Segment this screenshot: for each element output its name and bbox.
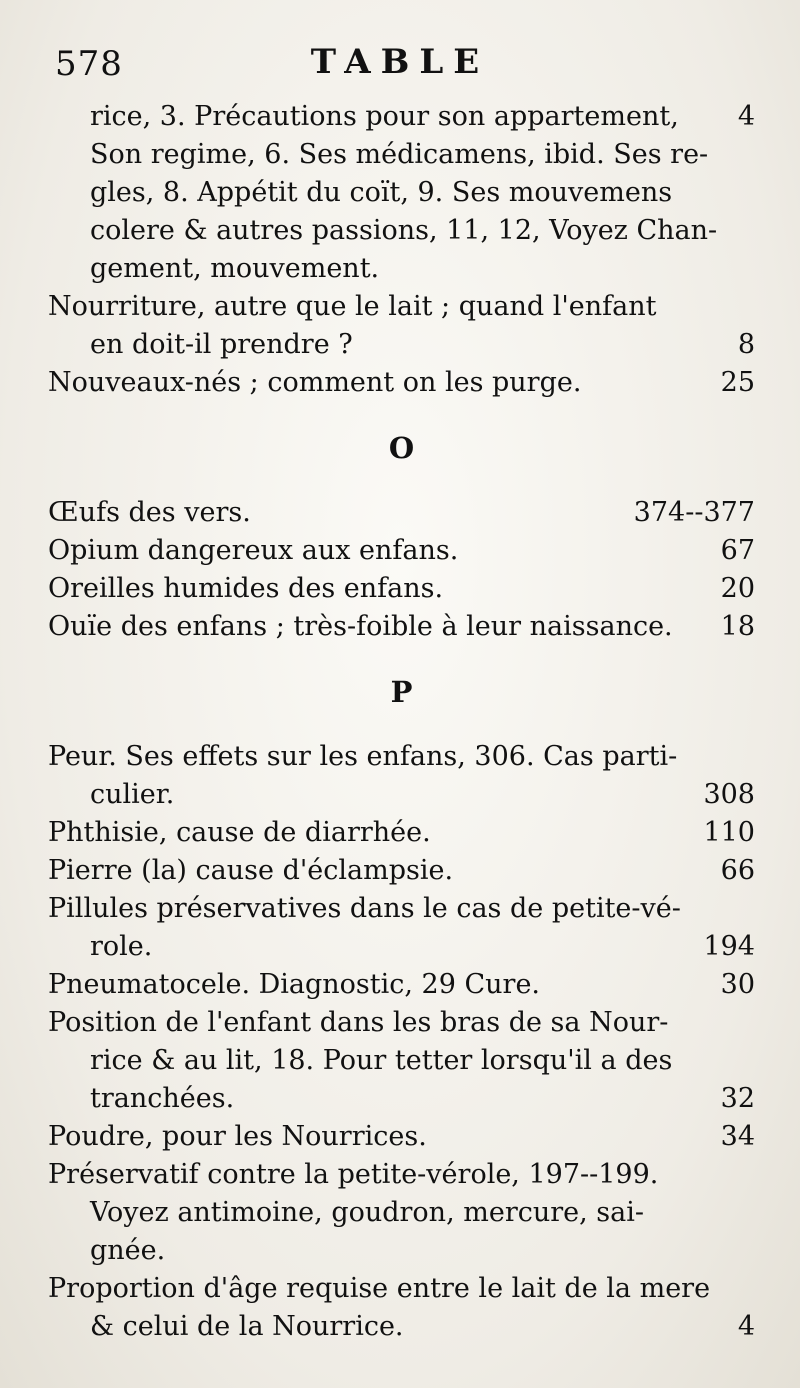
entry-line [48, 1270, 755, 1308]
entry-line [48, 326, 755, 364]
page-reference: 67 [720, 535, 755, 566]
entry-line [48, 1042, 755, 1080]
entry-line [48, 494, 755, 532]
index-entry [48, 570, 755, 608]
entry-line [48, 608, 755, 646]
page-reference: 34 [720, 1121, 755, 1152]
entry-text: Phthisie, cause de diarrhée. [48, 817, 431, 848]
entry-line [48, 966, 755, 1004]
entry-text: role. [90, 931, 153, 962]
entry-text: Œufs des vers. [48, 497, 251, 528]
entry-line [48, 814, 755, 852]
entry-line [48, 98, 755, 136]
entry-text: rice, 3. Précautions pour son appartement, [90, 101, 679, 132]
entry-text: Poudre, pour les Nourrices. [48, 1121, 427, 1152]
entry-text: Nouveaux-nés ; comment on les purge. [48, 367, 582, 398]
entry-text: Opium dangereux aux enfans. [48, 535, 459, 566]
page-reference: 30 [720, 969, 755, 1000]
index-entry [48, 1118, 755, 1156]
entry-text: Position de l'enfant dans les bras de sa Nour- [48, 1007, 669, 1038]
section-letter: O [388, 431, 415, 465]
entry-line [48, 250, 755, 288]
index-entry [48, 364, 755, 402]
page-header [50, 40, 750, 90]
entry-line [48, 1156, 755, 1194]
entry-line [48, 776, 755, 814]
section-letter: P [390, 675, 413, 709]
page-reference: 110 [703, 817, 755, 848]
entry-line [48, 364, 755, 402]
page-reference: 4 [737, 1311, 755, 1342]
entry-text: Son regime, 6. Ses médicamens, ibid. Ses re- [90, 139, 709, 170]
entry-text: en doit-il prendre ? [90, 329, 353, 360]
index-entry [48, 494, 755, 532]
index-entry [48, 966, 755, 1004]
entry-line [48, 928, 755, 966]
page-reference: 32 [720, 1083, 755, 1114]
page-reference: 4 [737, 101, 755, 132]
entry-line [48, 1194, 755, 1232]
page-reference: 66 [720, 855, 755, 886]
entry-line [48, 570, 755, 608]
entry-line [48, 532, 755, 570]
entry-text: Oreilles humides des enfans. [48, 573, 444, 604]
index-entry [48, 98, 755, 288]
entry-line [48, 738, 755, 776]
entry-text: Proportion d'âge requise entre le lait de la mere [48, 1273, 711, 1304]
entry-text: Pierre (la) cause d'éclampsie. [48, 855, 454, 886]
entry-text: gnée. [90, 1235, 166, 1266]
entry-line [48, 1004, 755, 1042]
entry-text: & celui de la Nourrice. [90, 1311, 404, 1342]
entry-text: Nourriture, autre que le lait ; quand l'enfant [48, 291, 657, 322]
entry-line [48, 136, 755, 174]
entry-text: gement, mouvement. [90, 253, 380, 284]
index-entry [48, 532, 755, 570]
entry-line [48, 212, 755, 250]
entry-line [48, 890, 755, 928]
entry-line [48, 1232, 755, 1270]
index-entry [48, 1156, 755, 1270]
entry-text: Ouïe des enfans ; très-foible à leur naissance. [48, 611, 673, 642]
page-reference: 374--377 [633, 497, 755, 528]
index-entry [48, 890, 755, 966]
index-entry [48, 288, 755, 364]
entry-line [48, 1308, 755, 1346]
entry-line [48, 1118, 755, 1156]
page-number: 578 [55, 44, 123, 84]
page-reference: 194 [703, 931, 755, 962]
index-entry [48, 1270, 755, 1346]
index-entry [48, 852, 755, 890]
entry-text: Préservatif contre la petite-vérole, 197--199. [48, 1159, 659, 1190]
page-reference: 25 [720, 367, 755, 398]
index-entry [48, 738, 755, 814]
index-entry [48, 814, 755, 852]
entry-line [48, 288, 755, 326]
page-reference: 8 [737, 329, 755, 360]
entry-text: gles, 8. Appétit du coït, 9. Ses mouvemens [90, 177, 673, 208]
entry-line [48, 1080, 755, 1118]
entry-text: culier. [90, 779, 175, 810]
entry-text: Peur. Ses effets sur les enfans, 306. Cas parti- [48, 741, 678, 772]
entry-text: Pneumatocele. Diagnostic, 29 Cure. [48, 969, 540, 1000]
entry-text: Pillules préservatives dans le cas de petite-vé- [48, 893, 681, 924]
index-entry [48, 1004, 755, 1118]
page-reference: 20 [720, 573, 755, 604]
page-reference: 308 [703, 779, 755, 810]
entry-line [48, 174, 755, 212]
entry-line [48, 852, 755, 890]
entry-text: Voyez antimoine, goudron, mercure, sai- [90, 1197, 645, 1228]
entry-text: rice & au lit, 18. Pour tetter lorsqu'il a des [90, 1045, 673, 1076]
running-title: TABLE [310, 42, 490, 82]
entry-text: colere & autres passions, 11, 12, Voyez Chan- [90, 215, 718, 246]
page-reference: 18 [720, 611, 755, 642]
index-content [48, 98, 755, 1346]
entry-text: tranchées. [90, 1083, 235, 1114]
index-entry [48, 608, 755, 646]
